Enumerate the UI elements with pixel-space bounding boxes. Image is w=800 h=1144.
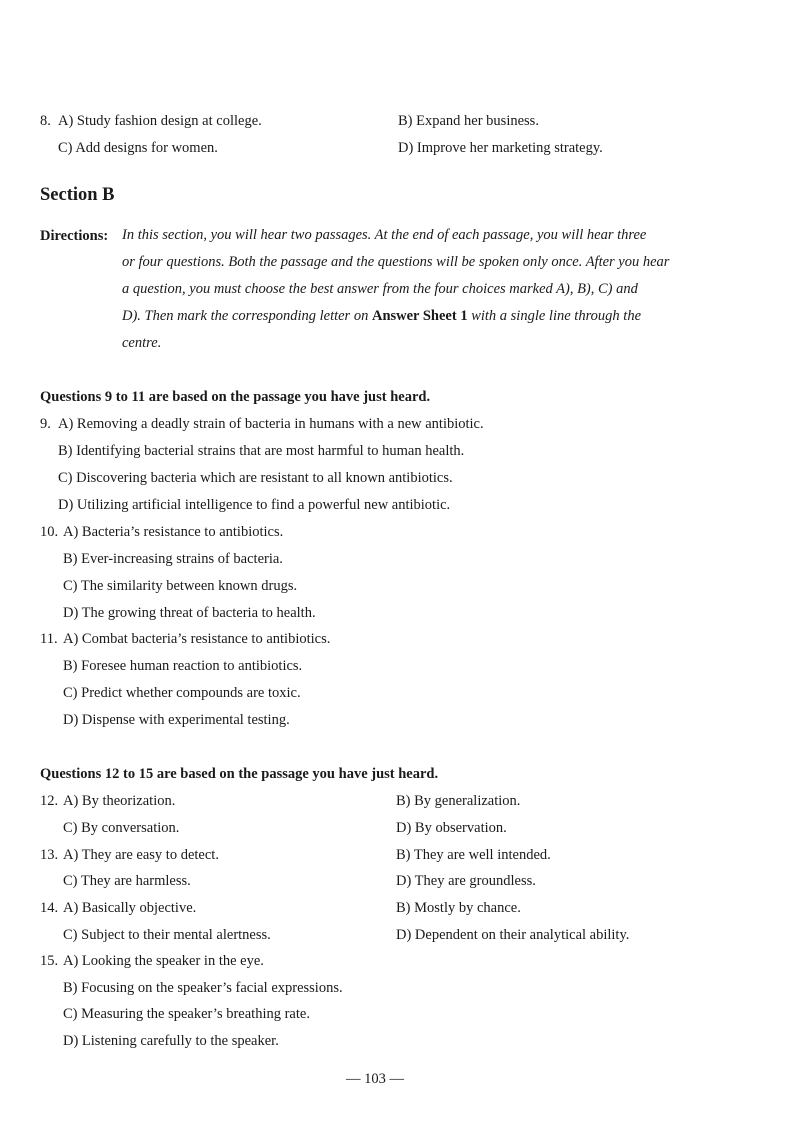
- q14-option-b: B) Mostly by chance.: [396, 900, 521, 916]
- q8-option-d: D) Improve her marketing strategy.: [398, 140, 603, 156]
- q9-option-d: D) Utilizing artificial intelligence to find a powerful new antibiotic.: [58, 497, 451, 513]
- q9-option-a: A) Removing a deadly strain of bacteria in humans with a new antibiotic.: [58, 416, 484, 432]
- question-8-number: 8.: [40, 113, 51, 129]
- q9-option-b: B) Identifying bacterial strains that are most harmful to human health.: [58, 443, 465, 459]
- directions-line-5: centre.: [122, 335, 162, 351]
- q10-option-d: D) The growing threat of bacteria to health.: [63, 605, 316, 621]
- q8-option-a: A) Study fashion design at college.: [58, 113, 262, 129]
- question-10-number: 10.: [40, 524, 59, 540]
- question-12-number: 12.: [40, 793, 59, 809]
- directions-line-2: or four questions. Both the passage and the questions will be spoken only once. After you hear: [122, 254, 670, 270]
- q11-option-a: A) Combat bacteria’s resistance to antibiotics.: [63, 631, 331, 647]
- q13-option-d: D) They are groundless.: [396, 873, 536, 889]
- q12-option-d: D) By observation.: [396, 820, 507, 836]
- q11-option-b: B) Foresee human reaction to antibiotics.: [63, 658, 303, 674]
- section-b-title: Section B: [40, 185, 115, 205]
- q12-option-a: A) By theorization.: [63, 793, 176, 809]
- question-15-number: 15.: [40, 953, 59, 969]
- q14-option-d: D) Dependent on their analytical ability.: [396, 927, 630, 943]
- q10-option-b: B) Ever-increasing strains of bacteria.: [63, 551, 283, 567]
- q15-option-a: A) Looking the speaker in the eye.: [63, 953, 264, 969]
- question-13-number: 13.: [40, 847, 59, 863]
- q10-option-c: C) The similarity between known drugs.: [63, 578, 298, 594]
- q15-option-c: C) Measuring the speaker’s breathing rate.: [63, 1006, 310, 1022]
- question-14-number: 14.: [40, 900, 59, 916]
- q12-option-b: B) By generalization.: [396, 793, 521, 809]
- page-number: — 103 —: [346, 1071, 404, 1087]
- q15-option-d: D) Listening carefully to the speaker.: [63, 1033, 279, 1049]
- q13-option-a: A) They are easy to detect.: [63, 847, 219, 863]
- answer-sheet-number: 1: [460, 308, 468, 324]
- q9-option-c: C) Discovering bacteria which are resistant to all known antibiotics.: [58, 470, 453, 486]
- q10-option-a: A) Bacteria’s resistance to antibiotics.: [63, 524, 284, 540]
- answer-sheet-label: Answer Sheet: [371, 308, 457, 324]
- q8-option-c: C) Add designs for women.: [58, 140, 218, 156]
- directions-line-4: D). Then mark the corresponding letter on Answer Sheet 1 with a single line through the: [122, 308, 642, 324]
- q14-option-a: A) Basically objective.: [63, 900, 197, 916]
- q14-option-c: C) Subject to their mental alertness.: [63, 927, 271, 943]
- directions-label: Directions:: [40, 228, 109, 244]
- directions-line-3: a question, you must choose the best answer from the four choices marked A), B), C) and: [122, 281, 638, 297]
- q13-option-c: C) They are harmless.: [63, 873, 191, 889]
- q11-option-d: D) Dispense with experimental testing.: [63, 712, 290, 728]
- directions-line-1: In this section, you will hear two passages. At the end of each passage, you will hear three: [122, 227, 647, 243]
- group1-heading: Questions 9 to 11 are based on the passage you have just heard.: [40, 389, 431, 405]
- group2-heading: Questions 12 to 15 are based on the passage you have just heard.: [40, 766, 439, 782]
- q11-option-c: C) Predict whether compounds are toxic.: [63, 685, 301, 701]
- question-11-number: 11.: [40, 631, 58, 647]
- q13-option-b: B) They are well intended.: [396, 847, 551, 863]
- q15-option-b: B) Focusing on the speaker’s facial expressions.: [63, 980, 343, 996]
- q12-option-c: C) By conversation.: [63, 820, 180, 836]
- question-9-number: 9.: [40, 416, 51, 432]
- q8-option-b: B) Expand her business.: [398, 113, 539, 129]
